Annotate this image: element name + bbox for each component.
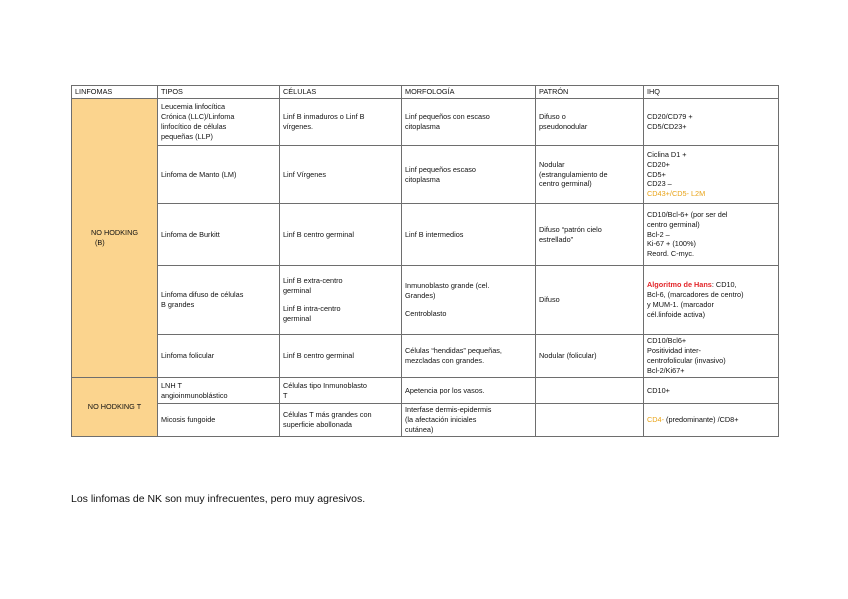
text-line: germinal [283,286,311,296]
cell-ihq [644,146,779,204]
cell-celulas [280,204,402,266]
table-row [72,99,779,146]
text-line: Difuso “patrón cielo [539,224,602,234]
text-line: Linf B intermedios [405,229,464,239]
text-line: estrellado” [539,234,574,244]
cell-celulas [280,404,402,437]
text-line: pequeñas (LLP) [161,131,213,141]
text-line: centrofolicular (invasivo) [647,356,726,365]
text-line: Ciclina D1 + [647,149,687,159]
text-line: Centroblasto [405,308,447,318]
text-line: B grandes [161,300,195,309]
text-line: Micosis fungoide [161,415,216,425]
text-line: Positividad inter- [647,346,701,356]
cell-patron [536,146,644,204]
text-line: germinal [283,313,311,323]
text-line: Linf pequeños escaso [405,164,476,174]
cell-patron [536,404,644,437]
header-linfomas: LINFOMAS [72,86,158,99]
cell-morfologia [402,378,536,404]
cell-tipo [158,99,280,146]
table-row [72,404,779,437]
cell-morfologia [402,404,536,437]
cell-celulas [280,266,402,335]
cell-morfologia [402,99,536,146]
highlight-text: CD4- [647,415,665,425]
cell-patron [536,99,644,146]
text-line: Linf pequeños con escaso [405,112,490,122]
group-sublabel: (B) [95,238,105,247]
text-line: CD10/Bcl6+ [647,336,687,346]
table-row [72,335,779,378]
text-line: cél.linfoide activa) [647,309,705,319]
cell-tipo [158,335,280,378]
text-line: Bcl-6, (marcadores de centro) [647,290,744,300]
text-line: pseudonodular [539,122,588,131]
spacer [283,296,398,304]
text-line: Linfoma difuso de células [161,290,244,300]
cell-celulas [280,146,402,204]
text-line: CD10+ [647,385,670,395]
text-line: CD5/CD23+ [647,122,687,131]
footer-note: Los linfomas de NK son muy infrecuentes, pero muy agresivos. [71,493,366,505]
text-line: CD10/Bcl-6+ (por ser del [647,209,728,219]
text-line: CD23 – [647,179,672,189]
cell-ihq [644,378,779,404]
text-line: Leucemia linfocítica [161,102,226,112]
text-line: citoplasma [405,174,440,184]
text-line: (estrangulamiento de [539,169,608,179]
text-line: Nodular (folicular) [539,351,597,361]
text-line [647,415,775,425]
table-row [72,146,779,204]
text-line: Células “hendidas” pequeñas, [405,346,502,356]
spacer [405,301,532,309]
text-line: Reord. C-myc. [647,249,695,259]
text-line: Linfoma de Burkitt [161,229,220,239]
text-line: LNH T [161,380,182,390]
cell-ihq [644,204,779,266]
text-line: Crónica (LLC)/Linfoma [161,112,235,122]
header-ihq: IHQ [644,86,779,99]
text-line: Linf Vírgenes [283,169,326,179]
table-row [72,204,779,266]
text-line: Difuso [539,295,560,305]
table-header-row [72,86,779,99]
header-celulas: CÉLULAS [280,86,402,99]
text-line: T [283,390,288,400]
group-no-hodking-t [72,378,158,437]
text-line: superficie abollonada [283,420,352,429]
cell-morfologia [402,335,536,378]
header-patron: PATRÓN [536,86,644,99]
text-line: Interfase dermis-epidermis [405,405,492,415]
text-line: Difuso o [539,112,566,122]
cell-patron [536,204,644,266]
cell-celulas [280,99,402,146]
cell-ihq [644,99,779,146]
header-tipos: TIPOS [158,86,280,99]
text-line: Linf B centro germinal [283,229,354,239]
cell-patron [536,378,644,404]
lymphoma-table [71,85,779,437]
cell-morfologia [402,266,536,335]
text-line: centro germinal) [539,179,592,189]
table-row [72,378,779,404]
cell-tipo [158,404,280,437]
text-line: Bcl-2 – [647,229,670,239]
text-line: Linfoma de Manto (LM) [161,169,237,179]
text-line: centro germinal) [647,219,700,229]
cell-celulas [280,378,402,404]
text-line: Linfoma folicular [161,351,215,361]
text-line: Células tipo Inmunoblasto [283,380,367,390]
text-line: Linf B intra-centro [283,304,341,313]
cell-ihq [644,404,779,437]
cell-tipo [158,378,280,404]
text-line: (la afectación iniciales [405,415,477,425]
text-line [647,280,775,290]
text-line: linfocítico de células [161,122,227,131]
text-line: citoplasma [405,122,440,131]
text-line: Nodular [539,159,565,169]
cell-morfologia [402,146,536,204]
group-label: NO HODKING T [87,402,142,412]
cell-ihq [644,266,779,335]
text-line: Bcl-2/Ki67+ [647,365,685,375]
group-no-hodking-b [72,99,158,378]
hans-algorithm-label: Algoritmo de Hans [647,280,712,290]
text-line: Linf B extra-centro [283,276,343,286]
text-line: cutánea) [405,424,434,434]
text-line: angioinmunoblástico [161,390,228,400]
group-label: NO HODKING [90,228,139,238]
text-line: Grandes) [405,291,436,301]
table-row [72,266,779,335]
text-line: mezcladas con grandes. [405,356,485,365]
text-line: Linf B inmaduros o Linf B [283,112,365,122]
text-line: y MUM-1. (marcador [647,300,714,309]
text-line: Células T más grandes con [283,410,372,420]
highlight-text: CD43+/CD5- L2M [647,189,706,199]
text-line: CD20+ [647,159,670,169]
header-morfologia: MORFOLOGÍA [402,86,536,99]
text-fragment: (predominante) /CD8+ [664,415,739,425]
text-fragment: : CD10, [711,280,737,290]
text-line: Ki-67 + (100%) [647,239,696,249]
text-line: Apetencia por los vasos. [405,385,485,395]
cell-celulas [280,335,402,378]
cell-tipo [158,146,280,204]
text-line: Inmunoblasto grande (cel. [405,281,490,291]
cell-ihq [644,335,779,378]
cell-morfologia [402,204,536,266]
text-line: Linf B centro germinal [283,351,354,361]
text-line: CD20/CD79 + [647,112,693,122]
cell-patron [536,266,644,335]
text-line: CD5+ [647,169,666,179]
cell-tipo [158,266,280,335]
text-line: vírgenes. [283,122,314,131]
cell-tipo [158,204,280,266]
cell-patron [536,335,644,378]
